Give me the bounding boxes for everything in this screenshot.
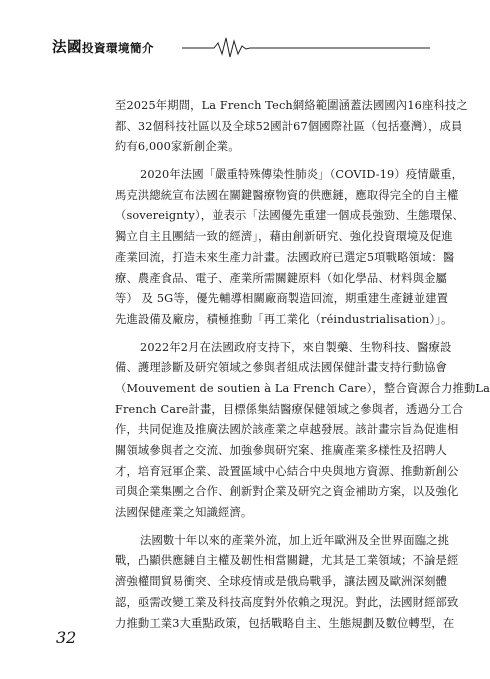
text-line: 療、農產食品、電子、產業所需關鍵原料（如化學品、材料與金屬 — [115, 271, 447, 285]
text-line: 2020年法國「嚴重特殊傳染性肺炎」（COVID-19）疫情嚴重， — [140, 168, 464, 182]
text-line: 司與企業集團之合作、創新對企業及研究之資金補助方案，以及強化 — [115, 485, 459, 499]
text-line: 力推動工業3大重點政策，包括戰略自主、生態規劃及數位轉型，在 — [115, 616, 455, 630]
paragraph — [115, 96, 468, 158]
text-line: 關領域參與者之交流、加強參與研究案、推廣產業多樣性及招聘人 — [115, 444, 447, 457]
text-line: 法國保健產業之知識經濟。 — [115, 506, 253, 520]
text-line: （sovereignty），並表示「法國優先重建一個成長強勁、生態環保、 — [115, 209, 464, 223]
text-line: 2022年2月在法國政府支持下，來自製藥、生物科技、醫療設 — [140, 340, 452, 354]
header-title-rest: 投資環境簡介 — [82, 41, 154, 55]
body-text — [115, 96, 490, 634]
text-line: 備、護理診斷及研究領域之參與者組成法國保健計畫支持行動協會 — [115, 361, 447, 375]
text-line: 濟強權間貿易衝突、全球疫情或是俄烏戰爭，讓法國及歐洲深刻體 — [115, 575, 447, 589]
header-title — [52, 36, 154, 57]
text-line: 獨立自主且團結一致的經濟」，藉由創新研究、強化投資環境及促進 — [115, 230, 453, 244]
text-line: 戰，凸顯供應鏈自主權及韌性相當關鍵，尤其是工業領域；不論是經 — [115, 554, 459, 568]
text-line: 都、32個科技社區以及全球52國計67個國際社區（包括臺灣），成員 — [115, 119, 463, 133]
text-line: 至2025年期間，La French Tech網絡範圍涵蓋法國國內16座科技之 — [115, 99, 468, 112]
text-line: 才，培育冠軍企業、設置區域中心結合中央與地方資源、推動新創公 — [115, 464, 459, 478]
paragraph — [115, 338, 490, 524]
paragraph — [115, 531, 459, 634]
text-line: 等） 及 5G等，優先輔導相關廠商製造回流，期重建生產鏈並建置 — [115, 292, 449, 306]
page-number: 32 — [56, 628, 77, 647]
text-line: 認，亟需改變工業及科技高度對外依賴之現況。對此，法國財經部致 — [115, 595, 459, 609]
running-header — [0, 30, 480, 64]
text-line: 法國數十年以來的產業外流，加上近年歐洲及全世界面臨之挑 — [140, 533, 450, 547]
text-line: 作，共同促進及推廣法國於該產業之卓越發展。該計畫宗旨為促進相 — [115, 423, 459, 437]
header-title-main: 法國 — [52, 40, 82, 56]
text-line: 馬克洪總統宣布法國在關鍵醫療物資的供應鏈，應取得完全的自主權 — [115, 188, 459, 202]
text-line: French Care計畫，目標係集結醫療保健領域之參與者，透過分工合 — [115, 402, 464, 416]
paragraph — [115, 165, 464, 331]
text-line: 先進設備及廠房，積極推動「再工業化（réindustrialisation）」。 — [115, 312, 453, 326]
text-line: 產業回流，打造未來生產力計畫。法國政府已選定5項戰略領域：醫 — [115, 250, 455, 264]
text-line: （Mouvement de soutien à La French Care），整合資源合力推動La — [115, 381, 490, 395]
text-line: 約有6,000家新創企業。 — [115, 140, 240, 154]
